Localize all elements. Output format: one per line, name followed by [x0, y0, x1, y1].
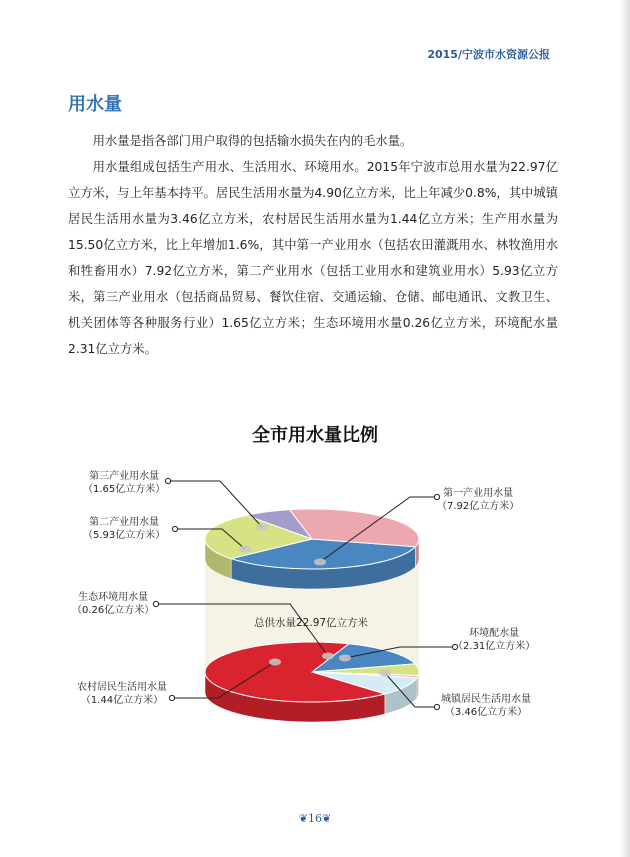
- label-secondary-value: （5.93亿立方米）: [83, 530, 166, 541]
- leader-urban-marker: [379, 670, 391, 677]
- leader-secondary-marker: [239, 546, 251, 553]
- leader-urban-end-dot: [434, 704, 439, 709]
- page-number-value: 16: [308, 812, 322, 825]
- label-primary-name: 第一产业用水量: [443, 488, 514, 499]
- label-rural-value: （1.44亿立方米）: [80, 695, 164, 706]
- page-number-ornament-right: ❦: [322, 812, 332, 825]
- label-env-name: 环境配水量: [469, 628, 520, 639]
- paragraph-definition: 用水量是指各部门用户取得的包括输水损失在内的毛水量。: [92, 134, 413, 148]
- leader-env-marker: [339, 655, 351, 662]
- header-year: 2015: [427, 48, 458, 61]
- label-env-value: （2.31亿立方米）: [453, 641, 536, 652]
- label-rural: [77, 681, 167, 707]
- label-tertiary: [83, 470, 165, 496]
- section-title: 用水量: [68, 94, 122, 115]
- label-secondary-name: 第二产业用水量: [89, 517, 160, 528]
- leader-rural-end-dot: [169, 695, 174, 700]
- label-env: [453, 627, 535, 653]
- label-secondary: [83, 516, 165, 542]
- label-tertiary-name: 第三产业用水量: [89, 471, 160, 482]
- chart-title: 全市用水量比例: [252, 425, 378, 446]
- leader-rural-marker: [269, 659, 281, 666]
- label-eco: [72, 591, 154, 617]
- label-eco-value: （0.26亿立方米）: [72, 605, 155, 616]
- label-primary-value: （7.92亿立方米）: [437, 501, 520, 512]
- label-urban-name: 城镇居民生活用水量: [441, 694, 531, 705]
- label-rural-name: 农村居民生活用水量: [77, 682, 167, 693]
- label-urban-value: （3.46亿立方米）: [444, 707, 528, 718]
- leader-tertiary-marker: [256, 524, 268, 531]
- page-number-ornament-left: ❦: [298, 812, 308, 825]
- leader-primary-marker: [314, 559, 326, 566]
- page-number: [290, 808, 340, 830]
- chart-center-label: 总供水量22.97亿立方米: [254, 617, 369, 629]
- leader-secondary-end-dot: [172, 526, 177, 531]
- leader-eco-marker: [322, 653, 334, 660]
- header-title: /宁波市水资源公报: [457, 48, 550, 61]
- label-eco-name: 生态环境用水量: [78, 592, 149, 603]
- leader-tertiary-end-dot: [165, 478, 170, 483]
- paragraph-composition: 用水量组成包括生产用水、生活用水、环境用水。2015年宁波市总用水量为22.97亿立方米，与上年基本持平。居民生活用水量为4.90亿立方米，比上年减少0.8%，其中城镇居民生活用水量为3.46亿立方米，农村居民生活用水量为1.44亿立方米；生产用水量为15.50亿立方米，比上年增加1.6%，其中第一产业用水（包括农田灌溉用水、林牧渔用水和牲畜用水）7.92亿立方米，第二产业用水（包括工业用水和建筑业用水）5.93亿立方米，第三产业用水（包括商品贸易、餐饮住宿、交通运输、仓储、邮电通讯、文教卫生、机关团体等各种服务行业）1.65亿立方米；生态环境用水量0.26亿立方米，环境配水量2.31亿立方米。: [68, 160, 558, 356]
- label-tertiary-value: （1.65亿立方米）: [83, 484, 166, 495]
- label-primary: [437, 487, 519, 513]
- label-urban: [441, 693, 531, 719]
